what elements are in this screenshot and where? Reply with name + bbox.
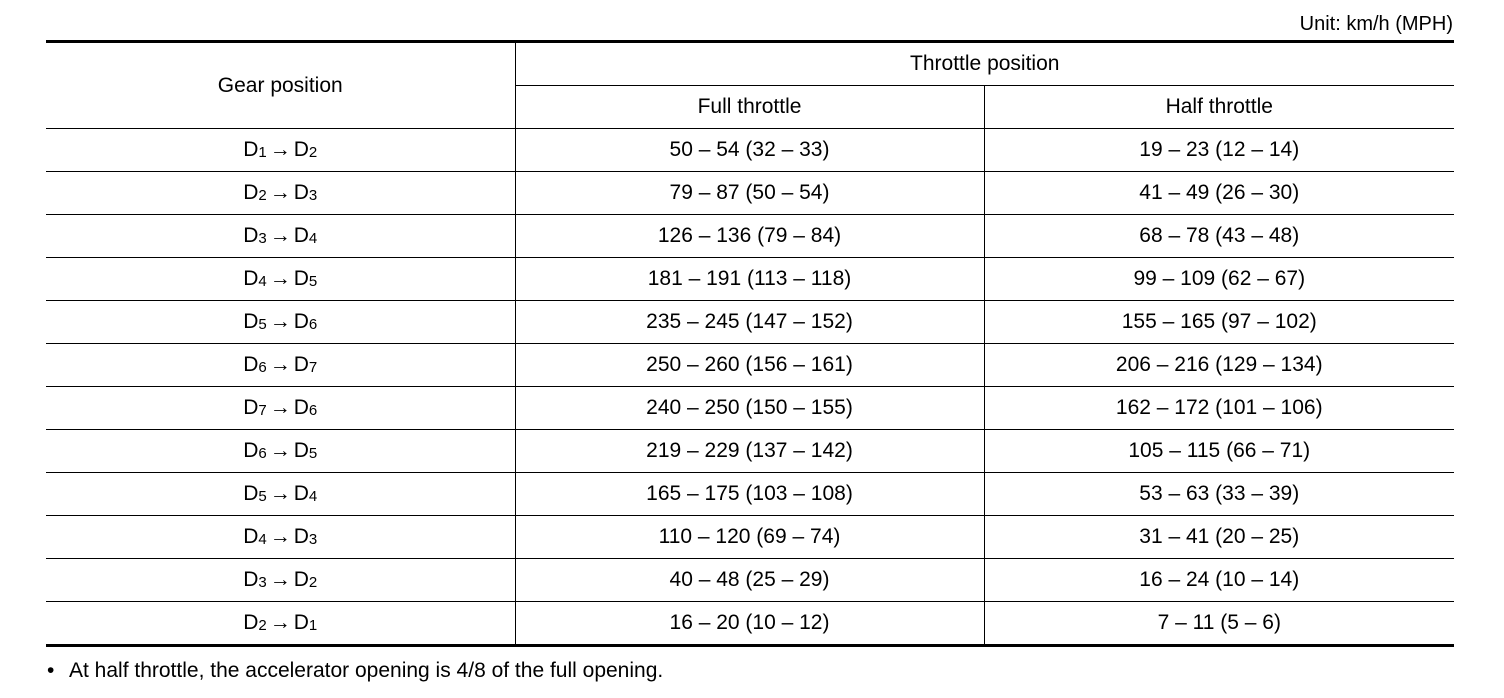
half-throttle-cell: 53 – 63 (33 – 39) xyxy=(984,473,1454,516)
half-throttle-cell: 162 – 172 (101 – 106) xyxy=(984,387,1454,430)
half-throttle-cell: 7 – 11 (5 – 6) xyxy=(1157,611,1281,634)
gear-from-number: 2 xyxy=(258,617,267,634)
full-throttle-cell: 165 – 175 (103 – 108) xyxy=(515,473,984,516)
arrow-right-icon: → xyxy=(269,611,291,634)
full-throttle-cell: 219 – 229 (137 – 142) xyxy=(515,430,984,473)
gear-from-number: 3 xyxy=(258,574,267,591)
gear-shift-cell xyxy=(46,129,515,172)
gear-to-letter: D xyxy=(293,224,309,247)
full-throttle-cell: 250 – 260 (156 – 161) xyxy=(515,344,984,387)
gear-to-letter: D xyxy=(293,482,309,505)
gear-to-letter: D xyxy=(293,611,309,634)
gear-to-number: 7 xyxy=(308,359,318,376)
gear-from-letter: D xyxy=(243,611,259,634)
gear-to-number: 3 xyxy=(308,187,318,204)
gear-from-number: 4 xyxy=(258,273,267,290)
gear-from-letter: D xyxy=(243,181,259,204)
arrow-right-icon: → xyxy=(269,310,291,333)
full-throttle-cell: 235 – 245 (147 – 152) xyxy=(515,301,984,344)
gear-to-number: 6 xyxy=(308,402,318,419)
gear-shift-cell xyxy=(46,430,515,473)
table-row xyxy=(46,559,1454,602)
gear-to-letter: D xyxy=(293,439,309,462)
gear-from-letter: D xyxy=(243,525,259,548)
gear-shift-cell xyxy=(46,473,515,516)
gear-to-number: 5 xyxy=(308,445,318,462)
full-throttle-cell: 40 – 48 (25 – 29) xyxy=(515,559,984,602)
gear-from-number: 2 xyxy=(258,187,267,204)
half-throttle-cell: 105 – 115 (66 – 71) xyxy=(984,430,1454,473)
table-row xyxy=(46,516,1454,559)
gear-to-number: 6 xyxy=(308,316,318,333)
arrow-right-icon: → xyxy=(269,525,291,548)
gear-from-letter: D xyxy=(243,138,259,161)
gear-from-number: 5 xyxy=(258,488,267,505)
header-half-throttle: Half throttle xyxy=(984,86,1454,129)
header-throttle-position: Throttle position xyxy=(515,42,1454,86)
arrow-right-icon: → xyxy=(269,224,291,247)
gear-from-letter: D xyxy=(243,224,259,247)
table-row xyxy=(46,473,1454,516)
gear-shift-cell xyxy=(46,172,515,215)
arrow-right-icon: → xyxy=(269,482,291,505)
gear-from-number: 6 xyxy=(258,445,267,462)
gear-from-letter: D xyxy=(243,267,259,290)
arrow-right-icon: → xyxy=(269,267,291,290)
gear-from-letter: D xyxy=(243,353,259,376)
half-throttle-cell: 31 – 41 (20 – 25) xyxy=(984,516,1454,559)
gear-from-letter: D xyxy=(243,568,259,591)
gear-shift-cell xyxy=(46,559,515,602)
gear-to-letter: D xyxy=(293,525,309,548)
full-throttle-cell: 110 – 120 (69 – 74) xyxy=(515,516,984,559)
half-throttle-cell: 155 – 165 (97 – 102) xyxy=(984,301,1454,344)
gear-from-number: 7 xyxy=(258,402,267,419)
gear-from-letter: D xyxy=(243,439,259,462)
full-throttle-cell: 240 – 250 (150 – 155) xyxy=(515,387,984,430)
half-throttle-cell: 206 – 216 (129 – 134) xyxy=(984,344,1454,387)
gear-shift-cell xyxy=(46,387,515,430)
half-throttle-cell: 41 – 49 (26 – 30) xyxy=(984,172,1454,215)
gear-from-number: 4 xyxy=(258,531,267,548)
gear-from-number: 5 xyxy=(258,316,267,333)
full-throttle-cell: 126 – 136 (79 – 84) xyxy=(515,215,984,258)
gear-from-number: 6 xyxy=(258,359,267,376)
full-throttle-cell: 50 – 54 (32 – 33) xyxy=(515,129,984,172)
half-throttle-cell: 16 – 24 (10 – 14) xyxy=(984,559,1454,602)
bullet-icon: • xyxy=(47,659,55,682)
arrow-right-icon: → xyxy=(269,181,291,204)
gear-to-number: 4 xyxy=(308,488,318,505)
shift-speed-table xyxy=(46,40,1454,647)
gear-shift-cell xyxy=(46,258,515,301)
gear-to-letter: D xyxy=(293,267,309,290)
gear-to-letter: D xyxy=(293,310,309,333)
gear-to-letter: D xyxy=(293,353,309,376)
table-row xyxy=(46,301,1454,344)
header-full-throttle: Full throttle xyxy=(515,86,984,129)
half-throttle-cell: 68 – 78 (43 – 48) xyxy=(984,215,1454,258)
gear-to-letter: D xyxy=(293,568,309,591)
table-row xyxy=(46,215,1454,258)
arrow-right-icon: → xyxy=(269,138,291,161)
gear-from-letter: D xyxy=(243,396,259,419)
gear-shift-cell xyxy=(46,301,515,344)
header-gear-position: Gear position xyxy=(46,42,515,129)
header-row-1 xyxy=(46,42,1454,86)
half-throttle-cell: 99 – 109 (62 – 67) xyxy=(984,258,1454,301)
table-row xyxy=(46,387,1454,430)
arrow-right-icon: → xyxy=(269,439,291,462)
table-row xyxy=(46,430,1454,473)
gear-from-letter: D xyxy=(243,310,259,333)
gear-to-number: 2 xyxy=(308,574,318,591)
gear-to-letter: D xyxy=(293,138,309,161)
gear-to-number: 3 xyxy=(308,531,318,548)
unit-label: Unit: km/h (MPH) xyxy=(1299,13,1453,35)
footnote xyxy=(47,658,663,684)
table-body xyxy=(46,129,1454,646)
table-row xyxy=(46,129,1454,172)
table-row xyxy=(46,258,1454,301)
table-row xyxy=(46,344,1454,387)
full-throttle-cell: 79 – 87 (50 – 54) xyxy=(515,172,984,215)
full-throttle-cell: 16 – 20 (10 – 12) xyxy=(515,602,984,646)
gear-from-number: 1 xyxy=(258,144,267,161)
gear-from-letter: D xyxy=(243,482,259,505)
arrow-right-icon: → xyxy=(269,353,291,376)
gear-to-letter: D xyxy=(293,181,309,204)
gear-from-number: 3 xyxy=(258,230,267,247)
footnote-text: At half throttle, the accelerator opening is 4/8 of the full opening. xyxy=(69,659,664,682)
half-throttle-cell: 19 – 23 (12 – 14) xyxy=(984,129,1454,172)
gear-to-number: 5 xyxy=(308,273,318,290)
table-row xyxy=(46,172,1454,215)
gear-shift-cell xyxy=(46,516,515,559)
arrow-right-icon: → xyxy=(269,568,291,591)
gear-to-letter: D xyxy=(293,396,309,419)
gear-shift-cell xyxy=(46,215,515,258)
full-throttle-cell: 181 – 191 (113 – 118) xyxy=(515,258,984,301)
arrow-right-icon: → xyxy=(269,396,291,419)
gear-shift-cell xyxy=(46,344,515,387)
gear-to-number: 4 xyxy=(308,230,318,247)
gear-to-number: 2 xyxy=(308,144,318,161)
gear-to-number: 1 xyxy=(308,617,318,634)
gear-shift-cell xyxy=(46,602,515,646)
table-row xyxy=(46,602,1454,646)
